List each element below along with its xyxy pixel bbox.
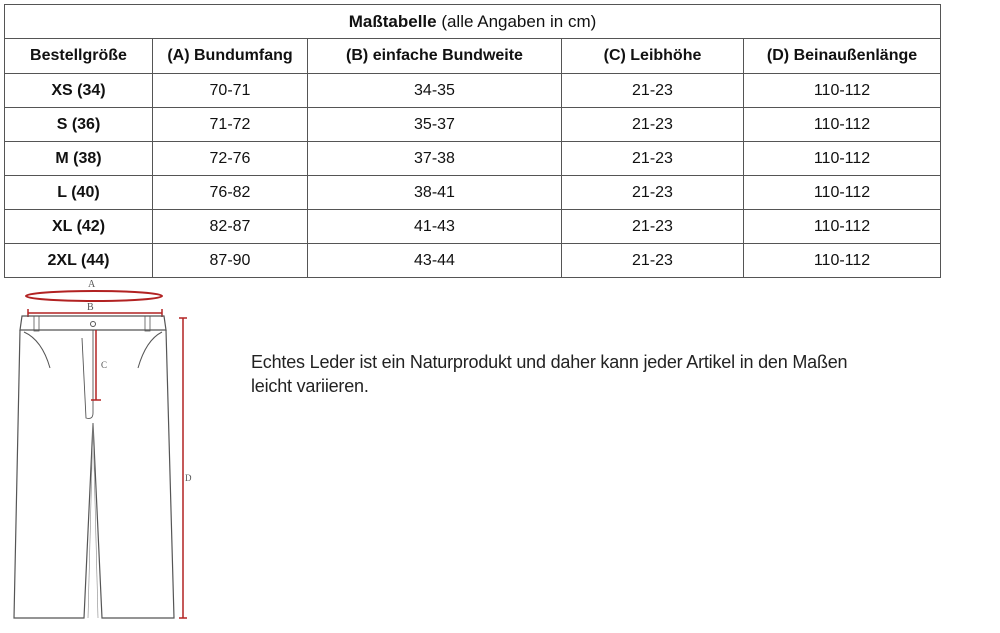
label-a: A (88, 279, 96, 290)
cell-leibhoehe: 21-23 (562, 142, 744, 176)
cell-beinaussenlaenge: 110-112 (744, 176, 941, 210)
size-table (4, 4, 941, 278)
table-row (5, 210, 941, 244)
table-row (5, 176, 941, 210)
cell-bundumfang: 70-71 (153, 74, 308, 108)
cell-size: XS (34) (5, 74, 153, 108)
table-title-rest: (alle Angaben in cm) (436, 11, 597, 31)
cell-size: M (38) (5, 142, 153, 176)
cell-bundweite: 41-43 (308, 210, 562, 244)
cell-leibhoehe: 21-23 (562, 74, 744, 108)
cell-size: 2XL (44) (5, 244, 153, 278)
cell-leibhoehe: 21-23 (562, 210, 744, 244)
note-line-2: leicht variieren. (251, 376, 369, 396)
cell-leibhoehe: 21-23 (562, 108, 744, 142)
cell-beinaussenlaenge: 110-112 (744, 74, 941, 108)
cell-beinaussenlaenge: 110-112 (744, 244, 941, 278)
cell-bundumfang: 76-82 (153, 176, 308, 210)
cell-leibhoehe: 21-23 (562, 176, 744, 210)
cell-bundumfang: 71-72 (153, 108, 308, 142)
cell-beinaussenlaenge: 110-112 (744, 108, 941, 142)
header-bundweite: (B) einfache Bundweite (308, 39, 562, 74)
cell-leibhoehe: 21-23 (562, 244, 744, 278)
leather-note (251, 350, 891, 398)
label-d: D (185, 473, 192, 483)
cell-size: S (36) (5, 108, 153, 142)
header-beinaussenlaenge: (D) Beinaußenlänge (744, 39, 941, 74)
cell-size: L (40) (5, 176, 153, 210)
header-bestellgroesse: Bestellgröße (5, 39, 153, 74)
cell-bundweite: 35-37 (308, 108, 562, 142)
cell-beinaussenlaenge: 110-112 (744, 142, 941, 176)
cell-size: XL (42) (5, 210, 153, 244)
trouser-diagram (0, 278, 200, 630)
cell-bundweite: 38-41 (308, 176, 562, 210)
table-row (5, 108, 941, 142)
waistband-outline (20, 316, 166, 330)
table-row (5, 244, 941, 278)
note-line-1: Echtes Leder ist ein Naturprodukt und daher kann jeder Artikel in den Maßen (251, 352, 848, 372)
header-bundumfang: (A) Bundumfang (153, 39, 308, 74)
trouser-outline (14, 330, 174, 618)
table-row (5, 74, 941, 108)
table-row (5, 142, 941, 176)
cell-bundweite: 37-38 (308, 142, 562, 176)
cell-bundumfang: 72-76 (153, 142, 308, 176)
label-c: C (101, 360, 108, 370)
cell-bundumfang: 82-87 (153, 210, 308, 244)
cell-bundweite: 43-44 (308, 244, 562, 278)
table-title-bold: Maßtabelle (348, 11, 437, 31)
cell-bundweite: 34-35 (308, 74, 562, 108)
label-b: B (87, 302, 94, 313)
measure-a-ellipse (26, 291, 162, 301)
cell-beinaussenlaenge: 110-112 (744, 210, 941, 244)
cell-bundumfang: 87-90 (153, 244, 308, 278)
table-title (5, 5, 941, 39)
header-leibhoehe: (C) Leibhöhe (562, 39, 744, 74)
